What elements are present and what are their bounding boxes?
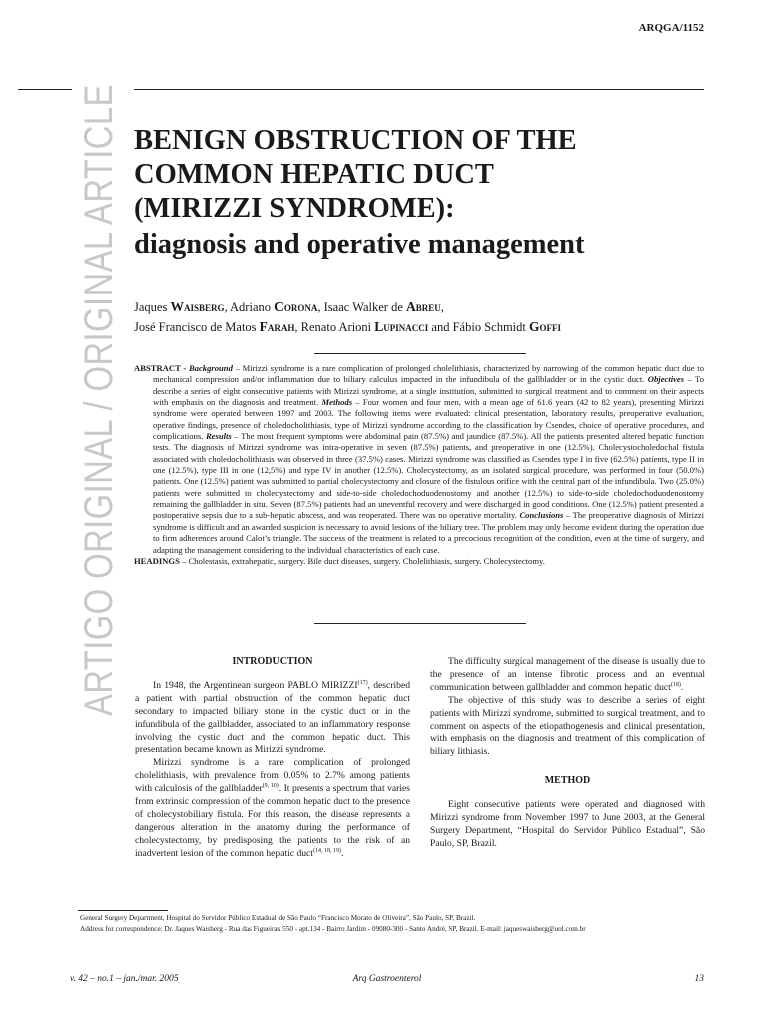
- abstract-results-label: Results: [205, 431, 232, 442]
- affiliation-note: General Surgery Department, Hospital do Servidor Público Estadual de São Paulo “Francisco Morato de Oliveira”, São Paulo, SP, Brazil.: [80, 914, 476, 922]
- title-line-1: BENIGN OBSTRUCTION OF THE: [134, 125, 577, 156]
- text-run: The difficulty surgical management of the disease is usually due to the presence of an intense fibrotic process and an eventual communication between gallbladder and common hepatic duct: [430, 656, 705, 693]
- title-line-3: (MIRIZZI SYNDROME):: [134, 193, 455, 224]
- top-rule-left: [18, 89, 72, 90]
- abstract-conclusions-label: Conclusions: [519, 510, 564, 521]
- author-first-name: Isaac Walker de: [323, 300, 407, 314]
- author-first-name: José Francisco de Matos: [134, 320, 260, 334]
- abstract-objectives-label: Objectives: [647, 374, 685, 385]
- author-separator: ,: [317, 300, 324, 314]
- footer-volume: v. 42 – no.1 – jan./mar. 2005: [70, 974, 179, 984]
- author-separator: ,: [294, 320, 301, 334]
- left-column: [135, 656, 410, 861]
- author-line-1: [134, 297, 714, 317]
- abstract: [134, 363, 704, 567]
- page-number: 13: [694, 974, 704, 984]
- text-run: In 1948, the Argentinean surgeon PABLO MIRIZZI: [153, 679, 358, 691]
- abstract-methods-label: Methods: [321, 397, 353, 408]
- intro-paragraph-1: [135, 680, 410, 757]
- footnote-rule: [78, 910, 168, 911]
- citation-ref: (18): [670, 681, 681, 688]
- author-first-name: Fábio Schmidt: [452, 320, 530, 334]
- abstract-methods-text: – Four women and four men, with a mean age of 61.6 years (42 to 82 years), presenting Mirizzi syndrome were operated between 1997 and 2003. The following items were evaluated: clinical presentation, laboratory results, preoperative evaluation, operative findings, presence of choledocholithiasis, type of Mirizzi syndrome according to the classification by Csendes, choice of operative procedures, and complications.: [153, 397, 704, 442]
- footer-journal: Arq Gastroenterol: [352, 974, 422, 984]
- correspondence-note: Address for correspondence: Dr. Jaques Waisberg - Rua das Figueiras 550 - apt.134 - Bairro Jardim - 09080-300 - Santo André, SP, Brazil. E-mail: jaqueswaisberg@uol.com.br: [80, 924, 586, 933]
- footnotes: [80, 913, 710, 934]
- author-surname: Corona: [274, 299, 318, 314]
- article-id: ARQGA/1152: [638, 22, 704, 34]
- citation-ref: (17): [357, 679, 368, 686]
- author-first-name: Renato Arioni: [300, 320, 375, 334]
- author-separator: ,: [440, 300, 444, 314]
- abstract-results-text: – The most frequent symptoms were abdominal pain (87.5%) and jaundice (87.5%). All the patients presented altered hepatic function tests. The diagnosis of Mirizzi syndrome was intra-operative in seven (87.5%) patients, and preoperative in one (12.5%). Cholecystocholedochal fistula associated with choledocholithiasis was observed in three (37.5%) cases. Mirizzi syndrome was classified as Csendes type I in five (62.5%) patients, type II in one (12.5%), type III in one (12,5%) and type IV in another (12.5%). Cholecystectomy, as an isolated surgical procedure, was performed in four (50.0%) patients. One (12.5%) patient was submitted to partial cholecystectomy and closure of the fistulous orifice with the central part of the infundibula. Two (25.0%) patients were submitted to cholecystectomy and side-to-side choledochoduodenostomy and another (12.5%) to side-to-side choledochoduodenostomy remaining the gallbladder in situ. Seven (87.5%) patients had an uneventful recovery and were discharged in good conditions. One (12.5%) patient presented a postoperative sepsis due to a sub-hepatic abscess, and was reoperated. There was no operative mortality.: [153, 431, 704, 521]
- author-surname: Lupinacci: [374, 319, 429, 334]
- author-list: [134, 297, 714, 337]
- title-line-4: diagnosis and operative management: [134, 229, 585, 260]
- title-line-2: COMMON HEPATIC DUCT: [134, 159, 494, 190]
- abstract-objectives-text: – To describe a series of eight consecutive patients with Mirizzi syndrome, at a single institution, submitted to surgical treatment and to comment on their aspects with emphasis on the diagnosis and treatment.: [153, 374, 704, 408]
- headings-text: – Cholestasis, extrahepatic, surgery. Bile duct diseases, surgery. Cholelithiasis, surgery. Cholecystectomy.: [179, 555, 545, 566]
- intro-paragraph-2: [135, 757, 410, 860]
- author-surname: Goffi: [529, 319, 562, 334]
- author-line-2: [134, 317, 714, 337]
- text-run: , described a patient with partial obstruction of the common hepatic duct secondary to impacted biliary stone in the cystic duct or in the infundibula of the gallbladder, associated to an inflammatory response involving the cystic duct and the common hepatic duct. This presentation became known as Mirizzi syndrome.: [135, 679, 410, 756]
- abstract-label: ABSTRACT -: [134, 363, 189, 373]
- method-paragraph-1: Eight consecutive patients were operated and diagnosed with Mirizzi syndrome from November 1997 to June 2003, at the General Surgery Department, “Hospital do Servidor Público Estadual”, São Paulo, SP, Brazil.: [430, 799, 705, 849]
- headings-label: HEADINGS: [134, 555, 180, 566]
- right-paragraph-1: [430, 656, 705, 695]
- author-first-name: Jaques: [134, 300, 171, 314]
- introduction-heading: INTRODUCTION: [232, 656, 313, 667]
- author-separator: ,: [224, 300, 231, 314]
- citation-ref: (9, 10): [262, 782, 279, 789]
- author-first-name: Adriano: [230, 300, 275, 314]
- abstract-background-label: Background: [188, 363, 233, 373]
- top-rule-right: [134, 89, 704, 90]
- method-heading: METHOD: [544, 775, 591, 787]
- abstract-bottom-rule: [314, 623, 526, 624]
- abstract-conclusions-text: – The preoperative diagnosis of Mirizzi syndrome is difficult and an awarded suspicion is necessary to avoid lesions of the biliary tree. The problem may only become evident during the operation due to firm adherences around Calot’s triangle. The success of the treatment is related to a precocious recognition of the condition, even at the time of surgery, and adapting the management considering to the individual characteristics of each case.: [153, 510, 704, 555]
- article-title: [134, 124, 714, 262]
- abstract-body: [134, 363, 704, 556]
- side-label: ARTIGO ORIGINAL / ORIGINAL ARTICLE: [77, 84, 121, 717]
- author-separator: and: [428, 320, 453, 334]
- author-surname: Waisberg: [170, 299, 225, 314]
- text-run: .: [340, 847, 344, 859]
- abstract-headings: [134, 556, 704, 567]
- right-paragraph-2: The objective of this study was to describe a series of eight patients with Mirizzi syndrome, submitted to surgical treatment, and to comment on aspects of the etiopathogenesis and clinical presentation, with emphasis on the diagnosis and treatment of this complication of biliary lithiasis.: [430, 694, 705, 758]
- author-surname: Farah: [259, 319, 295, 334]
- author-surname: Abreu: [406, 299, 441, 314]
- text-run: Mirizzi syndrome is a rare complication of prolonged cholelithiasis, with prevalence from 0.05% to 2.7% among patients with calculosis of the gallbladder: [135, 757, 410, 795]
- text-run: .: [680, 681, 684, 693]
- text-run: . It presents a spectrum that varies from extrinsic compression of the common hepatic duct to the presence of cholecystobiliary fistula. For this reason, the disease represents a dangerous alteration in the anatomy during the performance of cholecystectomy, by predisposing the patients to the risk of an inadvertent lesion of the common hepatic duct: [135, 783, 410, 859]
- citation-ref: (14, 18, 19): [312, 847, 341, 854]
- right-column: [430, 656, 705, 851]
- abstract-top-rule: [314, 353, 526, 354]
- abstract-background-text: – Mirizzi syndrome is a rare complication of prolonged cholelithiasis, characterized by narrowing of the common hepatic duct due to mechanical compression and/or inflammation due to biliary calculus impacted in the infundibula of the gallbladder or in the cystic duct.: [153, 363, 704, 385]
